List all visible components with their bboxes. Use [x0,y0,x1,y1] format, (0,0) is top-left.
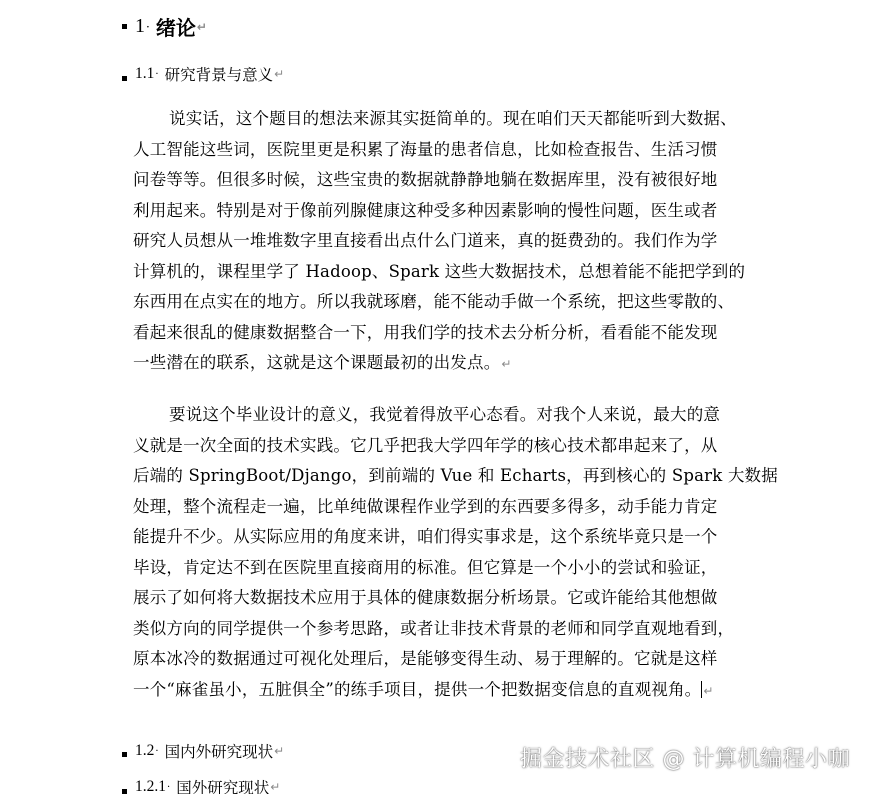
paragraph-mark: ↵ [196,19,207,34]
paragraph-line: 展示了如何将大数据技术应用于具体的健康数据分析场景。它或许能给其他想做 [133,588,718,607]
paragraph-line: 类似方向的同学提供一个参考思路，或者让非技术背景的老师和同学直观地看到， [133,618,735,638]
paragraph-line: 问卷等等。但很多时候，这些宝贵的数据就静静地躺在数据库里，没有被很好地 [133,170,718,189]
watermark: 掘金技术社区 @ 计算机编程小咖 [520,747,850,772]
paragraph-line-last [133,675,758,707]
heading-number: 1 [135,15,145,37]
heading-bullet [122,789,127,794]
paragraph-line: 看起来很乱的健康数据整合一下，用我们学的技术去分析分析，看看能不能发现 [133,322,718,342]
paragraph-significance [133,400,778,706]
heading-dot: · [155,68,159,80]
paragraph-line-last [133,348,758,380]
paragraph-line: 一个“麻雀虽小，五脏俱全”的练手项目，提供一个把数据变信息的直观视角。 [133,679,702,699]
paragraph-mark: ↵ [270,780,281,794]
heading-title: 绪论 [155,16,196,40]
heading-1-2 [122,740,284,762]
heading-dot: · [146,19,150,34]
heading-bullet [122,24,127,29]
paragraph-mark: ↵ [274,67,285,81]
paragraph-line: 原本冰冷的数据通过可视化处理后，是能够变得生动、易于理解的。它就是这样 [133,649,718,668]
heading-bullet [122,76,127,81]
heading-title: 国外研究现状 [176,779,270,794]
heading-number: 1.2 [135,742,155,759]
paragraph-line: 研究人员想从一堆堆数字里直接看出点什么门道来，真的挺费劲的。我们作为学 [133,231,718,250]
heading-dot: · [167,781,171,793]
heading-title: 国内外研究现状 [164,743,274,761]
heading-number: 1.1 [135,65,155,82]
heading-dot: · [155,745,159,757]
paragraph-line: 要说这个毕业设计的意义，我觉着得放平心态看。对我个人来说，最大的意 [169,405,721,424]
paragraph-line: 处理，整个流程走一遍，比单纯做课程作业学到的东西要多得多，动手能力肯定 [133,496,718,516]
heading-1 [122,12,207,41]
heading-1-1 [122,63,284,85]
paragraph-mark: ↵ [501,357,512,371]
heading-1-2-1 [122,776,280,794]
heading-number: 1.2.1 [135,778,166,794]
paragraph-line: 一些潜在的联系，这就是这个课题最初的出发点。 [133,353,501,372]
paragraph-line: 后端的 SpringBoot/Django，到前端的 Vue 和 Echarts，再到核心的 Spark 大数据 [133,466,778,485]
paragraph-line: 利用起来。特别是对于像前列腺健康这种受多种因素影响的慢性问题，医生或者 [133,200,718,220]
paragraph-line: 能提升不少。从实际应用的角度来讲，咱们得实事求是，这个系统毕竟只是一个 [133,527,718,546]
paragraph-line: 计算机的，课程里学了 Hadoop、Spark 这些大数据技术，总想着能不能把学到的 [133,261,746,281]
paragraph-mark: ↵ [274,744,285,758]
paragraph-line: 毕设，肯定达不到在医院里直接商用的标准。但它算是一个小小的尝试和验证， [133,557,718,577]
paragraph-line: 说实话，这个题目的想法来源其实挺简单的。现在咱们天天都能听到大数据、 [169,109,737,128]
heading-title: 研究背景与意义 [164,66,274,84]
paragraph-line: 义就是一次全面的技术实践。它几乎把我大学四年学的核心技术都串起来了，从 [133,435,718,455]
paragraph-mark: ↵ [703,683,714,698]
heading-bullet [122,752,127,757]
paragraph-line: 人工智能这些词，医院里更是积累了海量的患者信息，比如检查报告、生活习惯 [133,139,718,159]
paragraph-background [133,104,758,380]
paragraph-line: 东西用在点实在的地方。所以我就琢磨，能不能动手做一个系统，把这些零散的、 [133,292,735,311]
